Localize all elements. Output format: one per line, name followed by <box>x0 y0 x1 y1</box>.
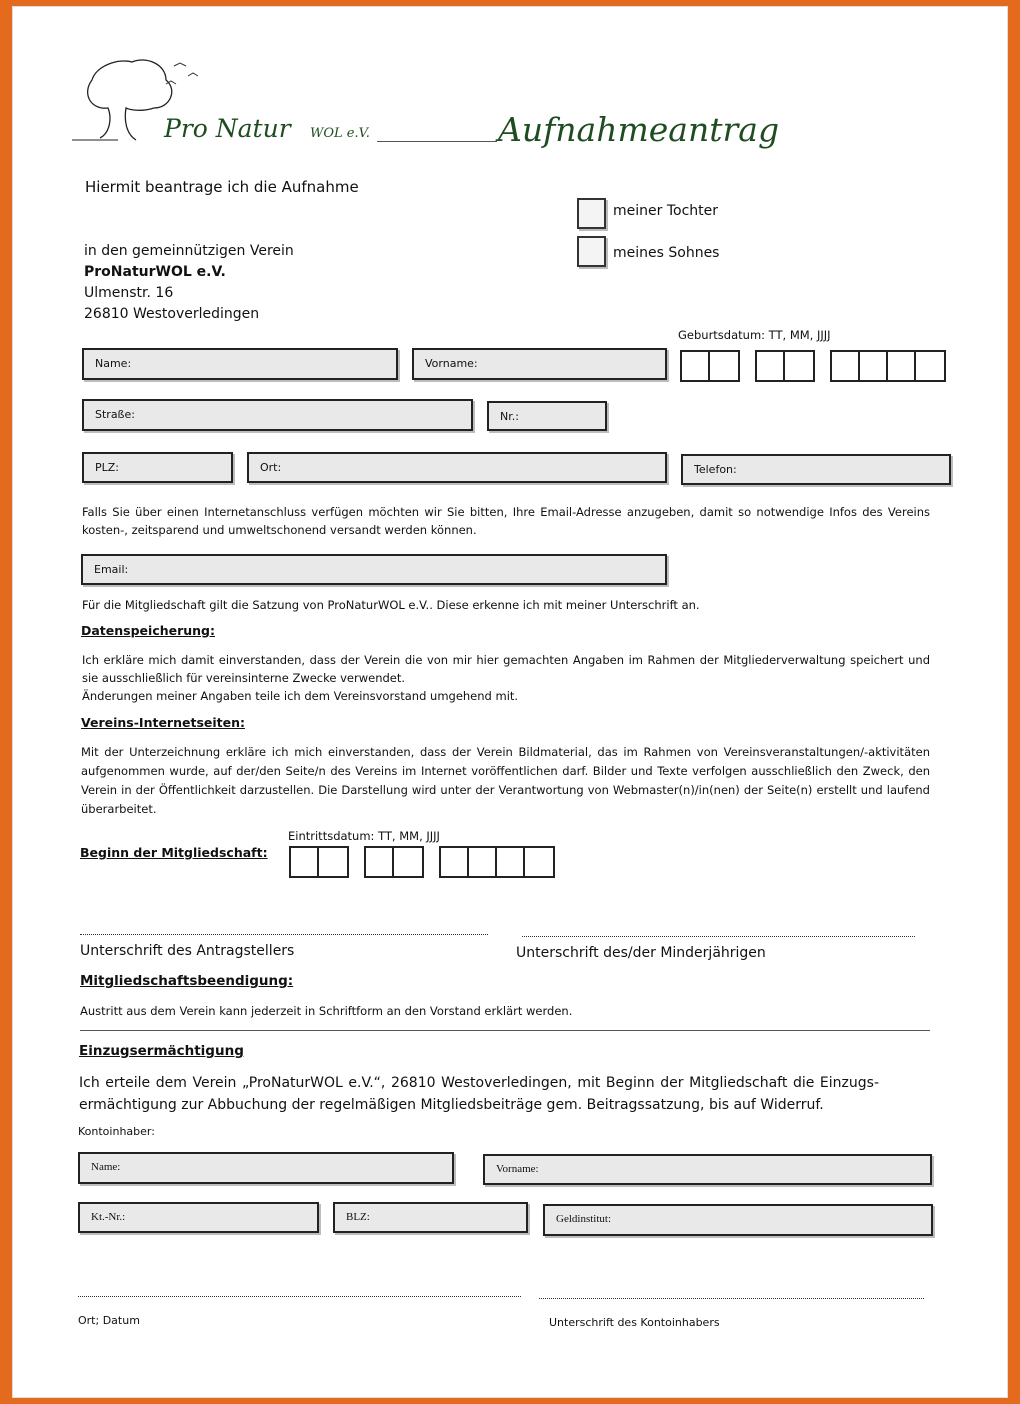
entry-month-boxes[interactable] <box>364 846 424 878</box>
name-field[interactable] <box>82 348 398 380</box>
name-label: Name: <box>95 357 132 370</box>
email-info-text: Falls Sie über einen Internetanschluss verfügen möchten wir Sie bitten, Ihre Email-Adresse anzugeben, damit so notwendige Infos des Vereins kosten-, zeitsparend und umweltschonend versandt werden können. <box>82 505 930 537</box>
nr-label: Nr.: <box>500 410 519 423</box>
applicant-signature-line[interactable] <box>80 934 488 935</box>
org-name: Pro Natur <box>164 114 291 143</box>
bank-label: Geldinstitut: <box>556 1213 611 1225</box>
ort-field[interactable] <box>247 452 667 483</box>
association-city: 26810 Westoverledingen <box>84 306 260 322</box>
plz-label: PLZ: <box>95 461 120 474</box>
holder-vorname-label: Vorname: <box>496 1163 539 1175</box>
direct-debit-text: Ich erteile dem Verein „ProNaturWOL e.V.“, 26810 Westoverledingen, mit Beginn der Mitgliedschaft die Einzugs-ermächtigung zur Abbuchung der regelmäßigen Mitgliedsbeiträge gem. Beitragssatzung, bis auf Widerruf. <box>79 1075 879 1113</box>
datenspeicherung-heading: Datenspeicherung: <box>81 623 216 638</box>
email-label: Email: <box>94 563 129 576</box>
association-line: in den gemeinnützigen Verein <box>84 243 294 259</box>
vorname-field[interactable] <box>412 348 667 380</box>
telefon-field[interactable] <box>681 454 951 485</box>
account-number-field[interactable] <box>78 1202 319 1233</box>
email-field[interactable] <box>81 554 667 585</box>
son-checkbox[interactable] <box>577 236 606 267</box>
section-divider <box>80 1030 930 1031</box>
datenspeicherung-text: Ich erkläre mich damit einverstanden, dass der Verein die von mir hier gemachten Angaben im Rahmen der Mitgliederverwaltung speichert und sie ausschließlich für vereinsinterne Zwecke verwendet. <box>82 653 930 685</box>
header-rule <box>377 141 497 142</box>
strasse-label: Straße: <box>95 408 135 421</box>
form-title: Aufnahmeantrag <box>498 110 780 149</box>
plz-field[interactable] <box>82 452 233 483</box>
strasse-field[interactable] <box>82 399 473 431</box>
association-street: Ulmenstr. 16 <box>84 285 174 301</box>
holder-vorname-field[interactable] <box>483 1154 932 1185</box>
internet-text: Mit der Unterzeichnung erkläre ich mich einverstanden, dass der Verein Bildmaterial, das im Rahmen von Vereinsveranstaltungen/-aktivitäten aufgenommen wurde, auf der/den Seite/n des Vereins im Internet voröffentlichen darf. Bilder und Texte verfolgen ausschließlich den Zweck, den Verein in der Öffentlichkeit darzustellen. Die Darstellung wird unter der Verantwortung von Webmaster(n)/in(nen) der Seite(n) erstellt und laufend überarbeitet. <box>81 745 930 816</box>
account-number-label: Kt.-Nr.: <box>91 1211 126 1223</box>
direct-debit-heading: Einzugsermächtigung <box>79 1043 244 1059</box>
intro-line: Hiermit beantrage ich die Aufnahme <box>85 178 359 196</box>
entry-year-boxes[interactable] <box>439 846 555 878</box>
applicant-signature-label: Unterschrift des Antragstellers <box>80 943 295 959</box>
membership-start-heading: Beginn der Mitgliedschaft: <box>80 845 268 860</box>
blz-field[interactable] <box>333 1202 528 1233</box>
birth-year-boxes[interactable] <box>830 350 946 382</box>
birth-day-boxes[interactable] <box>680 350 740 382</box>
daughter-label: meiner Tochter <box>613 203 718 219</box>
birth-month-boxes[interactable] <box>755 350 815 382</box>
datenspeicherung-text-2: Änderungen meiner Angaben teile ich dem Vereinsvorstand umgehend mit. <box>82 689 519 703</box>
entry-day-boxes[interactable] <box>289 846 349 878</box>
nr-field[interactable] <box>487 401 607 431</box>
bank-field[interactable] <box>543 1204 933 1236</box>
account-holder-label: Kontoinhaber: <box>78 1125 155 1138</box>
entry-date-label: Eintrittsdatum: TT, MM, JJJJ <box>288 829 440 843</box>
internet-heading: Vereins-Internetseiten: <box>81 715 245 730</box>
place-date-label: Ort; Datum <box>78 1314 140 1327</box>
holder-name-field[interactable] <box>78 1152 454 1184</box>
termination-heading: Mitgliedschaftsbeendigung: <box>80 973 294 989</box>
satzung-text: Für die Mitgliedschaft gilt die Satzung von ProNaturWOL e.V.. Diese erkenne ich mit meiner Unterschrift an. <box>82 598 700 612</box>
termination-text: Austritt aus dem Verein kann jederzeit in Schriftform an den Vorstand erklärt werden. <box>80 1004 573 1018</box>
birthdate-label: Geburtsdatum: TT, MM, JJJJ <box>678 328 831 342</box>
form-sheet <box>12 6 1008 1398</box>
telefon-label: Telefon: <box>694 463 737 476</box>
minor-signature-line[interactable] <box>522 936 915 937</box>
ort-label: Ort: <box>260 461 282 474</box>
org-suffix: WOL e.V. <box>310 126 370 141</box>
association-name: ProNaturWOL e.V. <box>84 264 226 280</box>
holder-signature-label: Unterschrift des Kontoinhabers <box>549 1316 720 1329</box>
holder-signature-line[interactable] <box>539 1298 924 1299</box>
vorname-label: Vorname: <box>425 357 478 370</box>
holder-name-label: Name: <box>91 1161 121 1173</box>
daughter-checkbox[interactable] <box>577 198 606 229</box>
place-date-line[interactable] <box>78 1296 521 1297</box>
son-label: meines Sohnes <box>613 245 720 261</box>
blz-label: BLZ: <box>346 1211 370 1223</box>
minor-signature-label: Unterschrift des/der Minderjährigen <box>516 945 766 961</box>
